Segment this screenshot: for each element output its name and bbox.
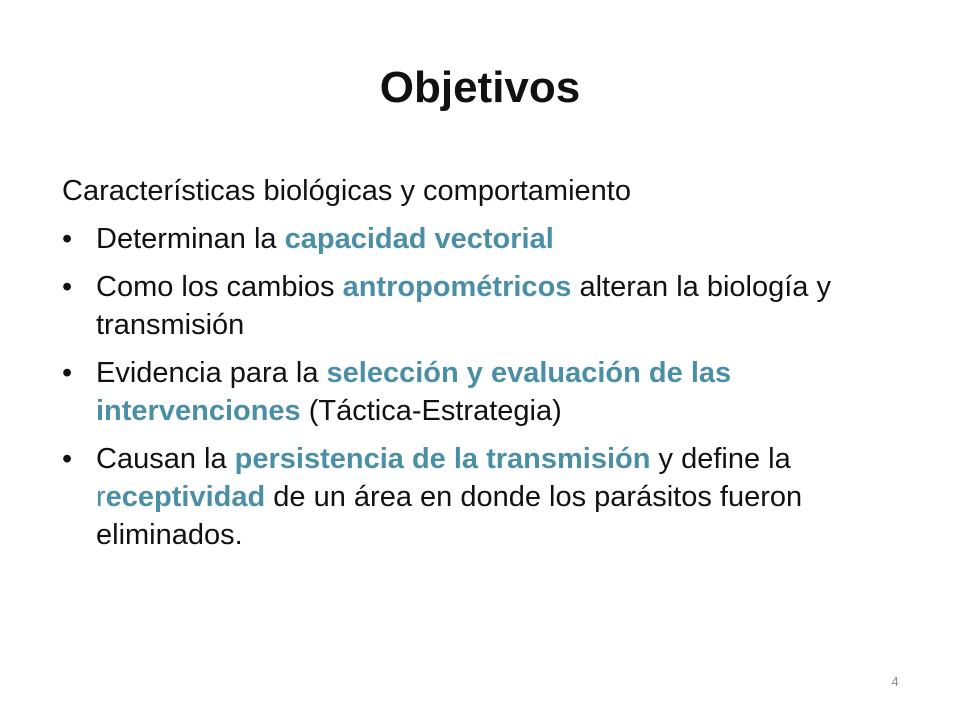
highlight-text: capacidad vectorial [284, 223, 554, 255]
bullet-marker: • [62, 223, 73, 255]
highlight-text: selección y evaluación de las intervenciones [96, 357, 732, 427]
page-number: 4 [891, 674, 899, 689]
bullet-text: Como los cambios [96, 271, 343, 303]
bullet-marker: • [62, 357, 73, 389]
highlight-text: antropométricos [342, 271, 572, 303]
bullet-text: alteran la biología y transmisión [96, 271, 831, 341]
bullet-list [62, 220, 902, 554]
intro-line: Características biológicas y comportamiento [62, 175, 631, 207]
highlight-text: persistencia de la transmisión [234, 443, 651, 475]
bullet-marker: • [62, 271, 73, 303]
slide-title: Objetivos [379, 63, 581, 112]
bullet-item [62, 354, 902, 430]
bullet-text: Determinan la [96, 223, 285, 255]
bullet-text: de un área en donde los parásitos fueron eliminados. [96, 481, 803, 551]
bullet-text: Evidencia para la [96, 357, 327, 389]
bullet-text: y define la [650, 443, 791, 475]
bullet-text: Causan la [96, 443, 235, 475]
highlight-text: eceptividad [105, 481, 266, 513]
bullet-text: (Táctica-Estrategia) [300, 395, 562, 427]
bullet-item [62, 268, 902, 344]
bullet-marker: • [62, 443, 73, 475]
slide-content [62, 172, 902, 564]
highlight-text: r [96, 481, 106, 513]
bullet-item [62, 220, 902, 258]
bullet-item [62, 440, 902, 554]
